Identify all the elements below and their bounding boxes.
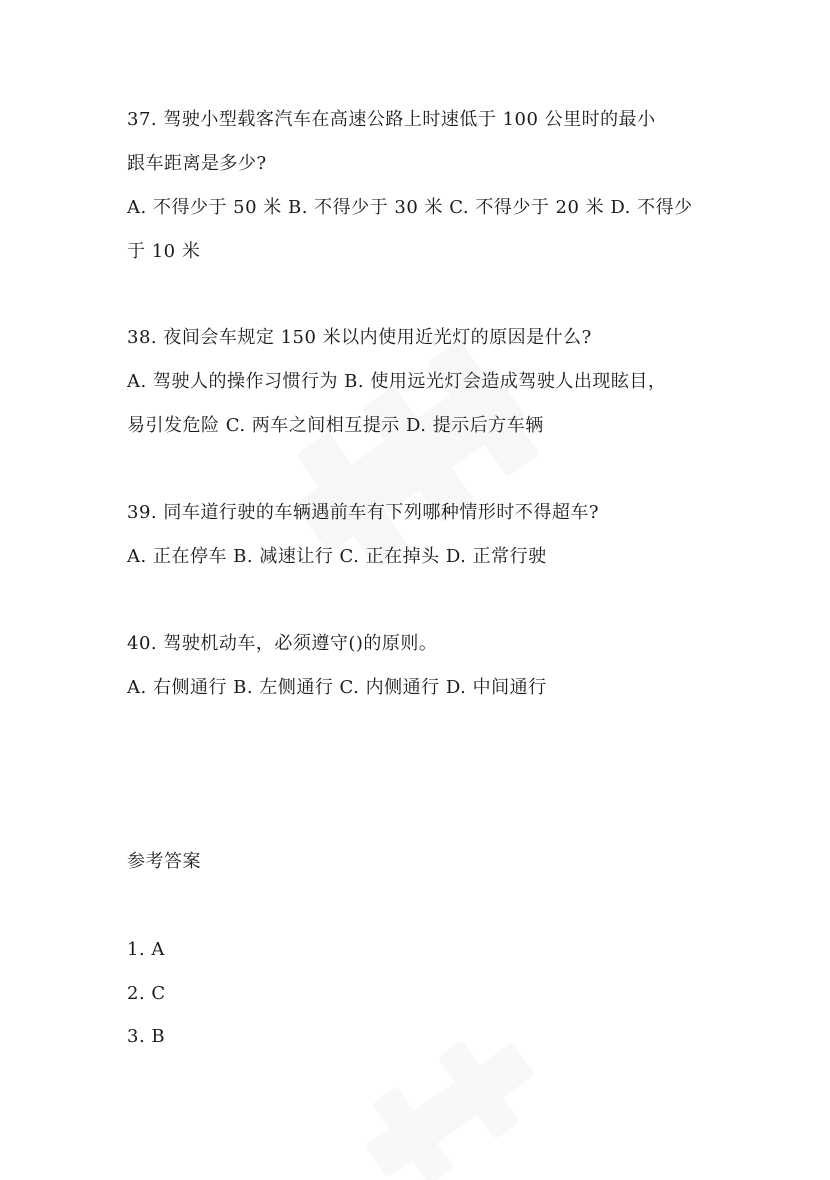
answers-heading: 参考答案: [127, 851, 201, 872]
question-38-options-line-2: 易引发危险 C. 两车之间相互提示 D. 提示后方车辆: [127, 415, 544, 436]
question-37-text-line-2: 跟车距离是多少?: [127, 153, 267, 174]
answer-item: 2. C: [127, 983, 166, 1004]
question-40-text: 40. 驾驶机动车，必须遵守()的原则。: [127, 633, 438, 654]
question-37-text-line-1: 37. 驾驶小型载客汽车在高速公路上时速低于 100 公里时的最小: [127, 109, 656, 130]
question-37-options-line-2: 于 10 米: [127, 241, 201, 262]
question-40-options: A. 右侧通行 B. 左侧通行 C. 内侧通行 D. 中间通行: [127, 677, 547, 698]
question-37-options-line-1: A. 不得少于 50 米 B. 不得少于 30 米 C. 不得少于 20 米 D. 不得少: [127, 197, 693, 218]
watermark-icon: [330, 1040, 570, 1180]
question-39-options: A. 正在停车 B. 减速让行 C. 正在掉头 D. 正常行驶: [127, 546, 547, 567]
question-38-options-line-1: A. 驾驶人的操作习惯行为 B. 使用远光灯会造成驾驶人出现眩目，: [127, 371, 667, 392]
answer-item: 3. B: [127, 1026, 166, 1047]
question-39-text: 39. 同车道行驶的车辆遇前车有下列哪种情形时不得超车?: [127, 502, 599, 523]
answer-item: 1. A: [127, 939, 165, 960]
question-38-text: 38. 夜间会车规定 150 米以内使用近光灯的原因是什么?: [127, 327, 592, 348]
